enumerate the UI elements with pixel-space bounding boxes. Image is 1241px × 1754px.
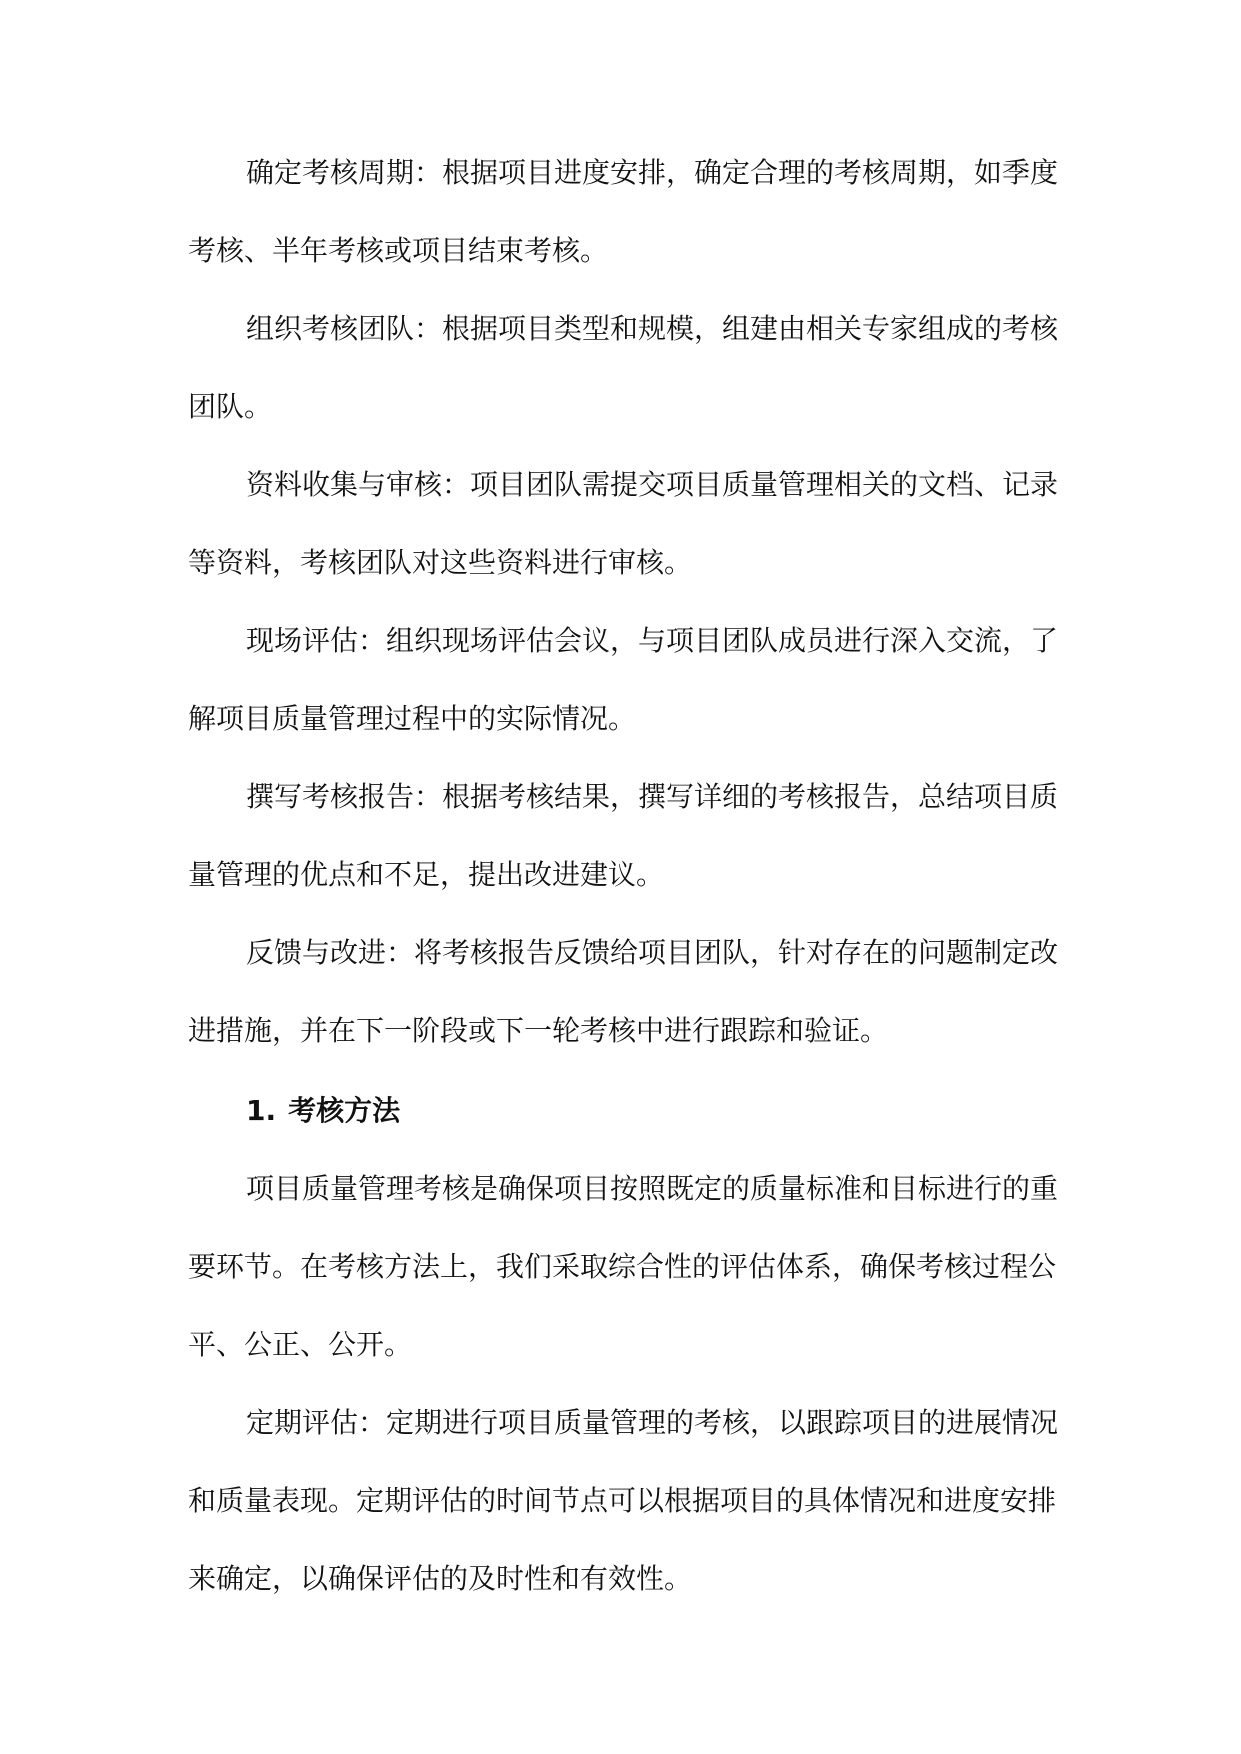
paragraph-onsite-evaluation: 现场评估：组织现场评估会议，与项目团队成员进行深入交流，了解项目质量管理过程中的实际情况。 xyxy=(188,624,1059,735)
paragraph-document-review: 资料收集与审核：项目团队需提交项目质量管理相关的文档、记录等资料，考核团队对这些资料进行审核。 xyxy=(188,468,1059,579)
section-title: 考核方法 xyxy=(288,1094,401,1127)
paragraph-feedback-improvement: 反馈与改进：将考核报告反馈给项目团队，针对存在的问题制定改进措施，并在下一阶段或下一轮考核中进行跟踪和验证。 xyxy=(188,936,1059,1047)
section-number: 1. xyxy=(246,1094,277,1127)
paragraph-assessment-team: 组织考核团队：根据项目类型和规模，组建由相关专家组成的考核团队。 xyxy=(188,312,1059,423)
paragraph-assessment-report: 撰写考核报告：根据考核结果，撰写详细的考核报告，总结项目质量管理的优点和不足，提出改进建议。 xyxy=(188,780,1059,891)
section-heading xyxy=(246,1072,400,1150)
paragraph-periodic-evaluation: 定期评估：定期进行项目质量管理的考核，以跟踪项目的进展情况和质量表现。定期评估的时间节点可以根据项目的具体情况和进度安排来确定，以确保评估的及时性和有效性。 xyxy=(188,1406,1059,1595)
paragraph-assessment-cycle: 确定考核周期：根据项目进度安排，确定合理的考核周期，如季度考核、半年考核或项目结束考核。 xyxy=(188,156,1059,267)
paragraph-method-overview: 项目质量管理考核是确保项目按照既定的质量标准和目标进行的重要环节。在考核方法上，我们采取综合性的评估体系，确保考核过程公平、公正、公开。 xyxy=(188,1172,1059,1361)
